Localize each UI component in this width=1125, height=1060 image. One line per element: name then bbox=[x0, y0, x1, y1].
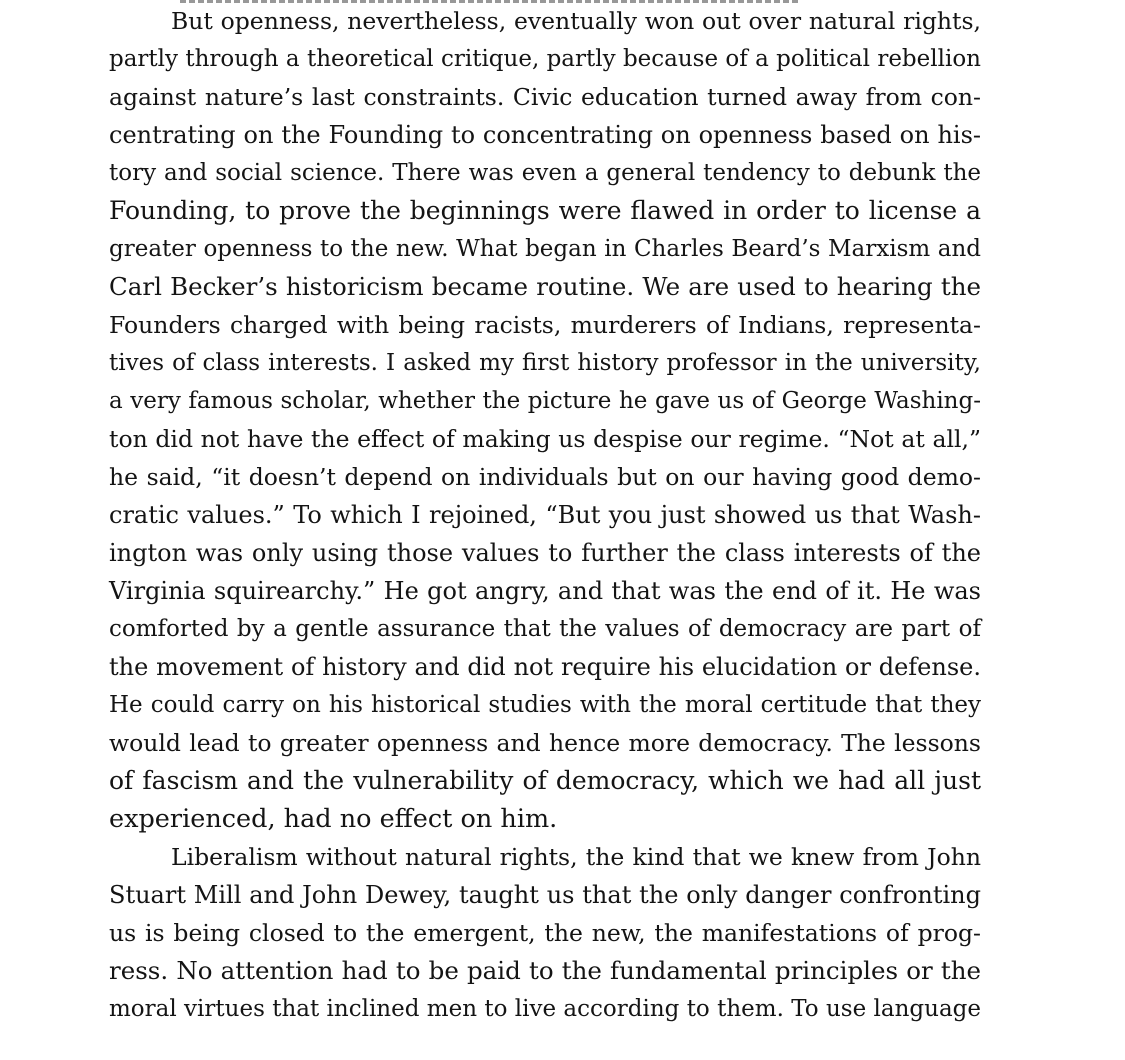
text-line: ress. No attention had to be paid to the fundamental principles or the bbox=[109, 956, 981, 985]
text-line: Virginia squirearchy.” He got angry, and that was the end of it. He was bbox=[109, 577, 981, 605]
text-line: He could carry on his historical studies with the moral certitude that they bbox=[109, 692, 981, 718]
text-line: partly through a theoretical critique, partly because of a political rebellion bbox=[109, 46, 981, 72]
text-line: cratic values.” To which I rejoined, “But you just showed us that Wash- bbox=[109, 501, 981, 529]
text-line: Founders charged with being racists, murderers of Indians, representa- bbox=[109, 311, 981, 339]
text-line: moral virtues that inclined men to live according to them. To use language bbox=[109, 996, 981, 1022]
text-line: he said, “it doesn’t depend on individuals but on our having good demo- bbox=[109, 463, 981, 491]
text-line: Carl Becker’s historicism became routine. We are used to hearing the bbox=[109, 272, 981, 301]
text-line: us is being closed to the emergent, the new, the manifestations of prog- bbox=[109, 919, 981, 947]
paragraph-2 bbox=[109, 838, 981, 1028]
paragraph-1 bbox=[109, 2, 981, 838]
book-page-text bbox=[109, 2, 981, 1028]
text-line: But openness, nevertheless, eventually won out over natural rights, bbox=[171, 7, 981, 35]
text-line: of fascism and the vulnerability of democracy, which we had all just bbox=[109, 766, 981, 795]
text-line: Founding, to prove the beginnings were flawed in order to license a bbox=[109, 196, 981, 225]
text-line: against nature’s last constraints. Civic education turned away from con- bbox=[109, 83, 981, 111]
text-line: the movement of history and did not require his elucidation or defense. bbox=[109, 653, 981, 681]
text-line: Stuart Mill and John Dewey, taught us that the only danger confronting bbox=[109, 881, 981, 909]
text-line: centrating on the Founding to concentrating on openness based on his- bbox=[109, 121, 981, 149]
text-line: ington was only using those values to further the class interests of the bbox=[109, 539, 981, 567]
text-line: a very famous scholar, whether the picture he gave us of George Washing- bbox=[109, 388, 981, 414]
text-line: ton did not have the effect of making us despise our regime. “Not at all,” bbox=[109, 425, 981, 453]
text-line: greater openness to the new. What began in Charles Beard’s Marxism and bbox=[109, 236, 981, 262]
text-line: experienced, had no effect on him. bbox=[109, 804, 558, 834]
text-line: comforted by a gentle assurance that the values of democracy are part of bbox=[109, 616, 981, 642]
text-line: would lead to greater openness and hence more democracy. The lessons bbox=[109, 729, 981, 757]
text-line: tory and social science. There was even a general tendency to debunk the bbox=[109, 160, 981, 186]
text-line: tives of class interests. I asked my first history professor in the university, bbox=[109, 350, 981, 376]
text-line: Liberalism without natural rights, the kind that we knew from John bbox=[171, 843, 981, 871]
